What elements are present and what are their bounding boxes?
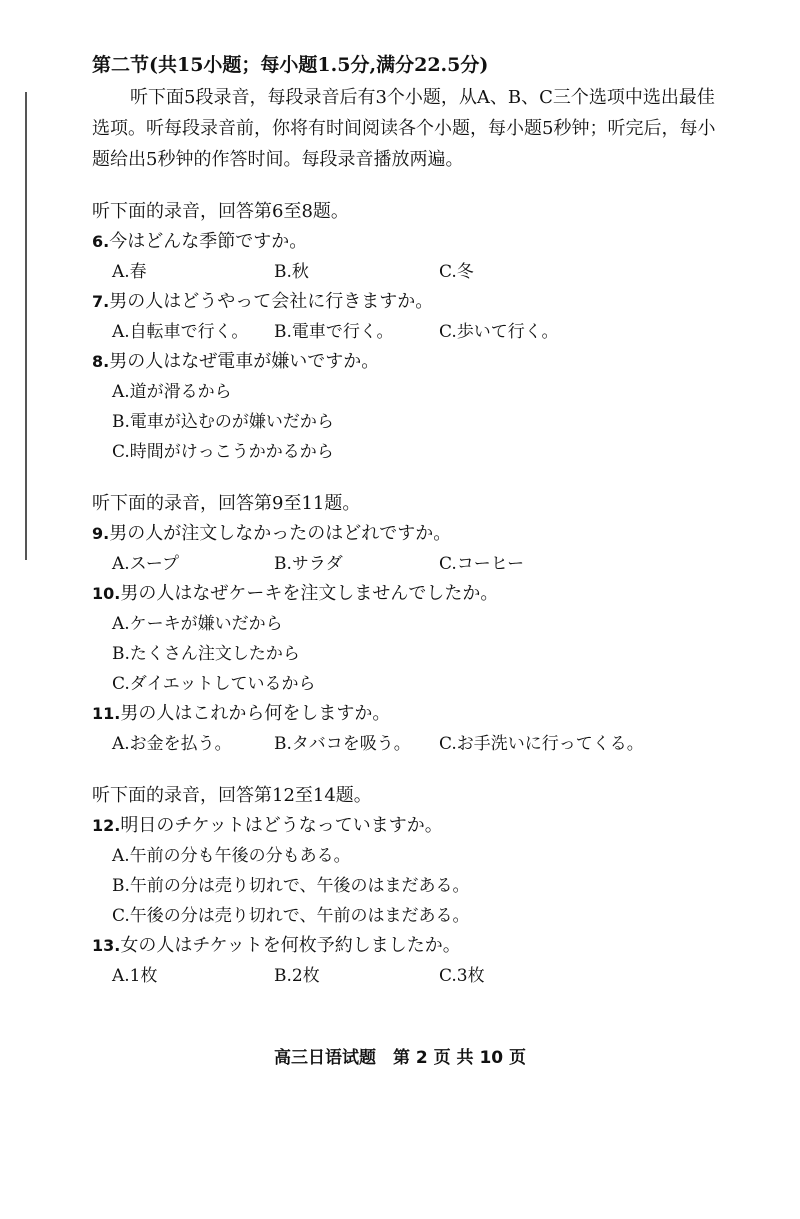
question-number: 10. <box>92 584 121 603</box>
question-group-3 <box>92 781 732 991</box>
question-group-1 <box>92 197 732 467</box>
options-row <box>92 729 732 759</box>
section-title: 第二节(共15小题；每小题1.5分,满分22.5分) <box>92 54 489 76</box>
option-b[interactable]: B.サラダ <box>274 554 343 574</box>
page-footer: 高三日语试题 第 2 页 共 10 页 <box>273 1048 527 1068</box>
exam-page <box>92 50 732 991</box>
question-text: 女の人はチケットを何枚予約しましたか。 <box>120 935 461 956</box>
question-number: 11. <box>92 704 121 723</box>
option-a[interactable]: A.1枚 <box>112 966 158 986</box>
option-c[interactable]: C.午後の分は売り切れで、午前のはまだある。 <box>112 906 470 926</box>
question-text: 今はどんな季節ですか。 <box>109 231 308 252</box>
binding-line <box>25 92 27 560</box>
option-a[interactable]: A.道が滑るから <box>112 382 232 402</box>
question-8 <box>92 347 732 377</box>
group-title: 听下面的录音，回答第12至14题。 <box>92 785 372 806</box>
option-a[interactable]: A.午前の分も午後の分もある。 <box>112 846 351 866</box>
group-title: 听下面的录音，回答第6至8题。 <box>92 201 349 222</box>
option-b[interactable]: B.電車が込むのが嫌いだから <box>112 412 334 432</box>
option-b[interactable]: B.秋 <box>274 262 309 282</box>
instructions-text: 听下面5段录音，每段录音后有3个小题，从A、B、C三个选项中选出最佳选项。听每段录音前，你将有时间阅读各个小题，每小题5秒钟；听完后，每小题给出5秒钟的作答时间。每段录音播放两遍。 <box>92 87 716 170</box>
question-9 <box>92 519 732 549</box>
question-number: 7. <box>92 292 110 311</box>
option-a[interactable]: A.自転車で行く。 <box>112 322 249 342</box>
option-b[interactable]: B.2枚 <box>274 966 320 986</box>
option-a[interactable]: A.スープ <box>112 554 179 574</box>
question-11 <box>92 699 732 729</box>
option-a[interactable]: A.お金を払う。 <box>112 734 232 754</box>
option-c[interactable]: C.ダイエットしているから <box>112 674 316 694</box>
question-12 <box>92 811 732 841</box>
options-row <box>92 257 732 287</box>
question-text: 男の人はこれから何をしますか。 <box>120 703 391 724</box>
question-text: 男の人はなぜケーキを注文しませんでしたか。 <box>120 583 499 604</box>
question-number: 6. <box>92 232 110 251</box>
option-c[interactable]: C.お手洗いに行ってくる。 <box>439 734 644 754</box>
question-number: 8. <box>92 352 110 371</box>
option-c[interactable]: C.3枚 <box>439 966 485 986</box>
option-b[interactable]: B.午前の分は売り切れで、午後のはまだある。 <box>112 876 470 896</box>
option-c[interactable]: C.冬 <box>439 262 474 282</box>
question-13 <box>92 931 732 961</box>
question-7 <box>92 287 732 317</box>
question-number: 12. <box>92 816 121 835</box>
option-c[interactable]: C.コーヒー <box>439 554 525 574</box>
option-c[interactable]: C.時間がけっこうかかるから <box>112 442 334 462</box>
question-text: 男の人が注文しなかったのはどれですか。 <box>109 523 452 544</box>
option-b[interactable]: B.タバコを吸う。 <box>274 734 411 754</box>
question-number: 9. <box>92 524 110 543</box>
question-text: 明日のチケットはどうなっていますか。 <box>120 815 443 836</box>
question-number: 13. <box>92 936 121 955</box>
option-b[interactable]: B.たくさん注文したから <box>112 644 300 664</box>
question-6 <box>92 227 732 257</box>
option-c[interactable]: C.歩いて行く。 <box>439 322 559 342</box>
question-10 <box>92 579 732 609</box>
option-b[interactable]: B.電車で行く。 <box>274 322 394 342</box>
question-group-2 <box>92 489 732 759</box>
question-text: 男の人はどうやって会社に行きますか。 <box>109 291 434 312</box>
question-text: 男の人はなぜ電車が嫌いですか。 <box>109 351 380 372</box>
section-instructions <box>92 82 732 175</box>
options-row <box>92 317 732 347</box>
group-title: 听下面的录音，回答第9至11题。 <box>92 493 361 514</box>
options-row <box>92 549 732 579</box>
option-a[interactable]: A.ケーキが嫌いだから <box>112 614 283 634</box>
options-row <box>92 961 732 991</box>
option-a[interactable]: A.春 <box>112 262 147 282</box>
